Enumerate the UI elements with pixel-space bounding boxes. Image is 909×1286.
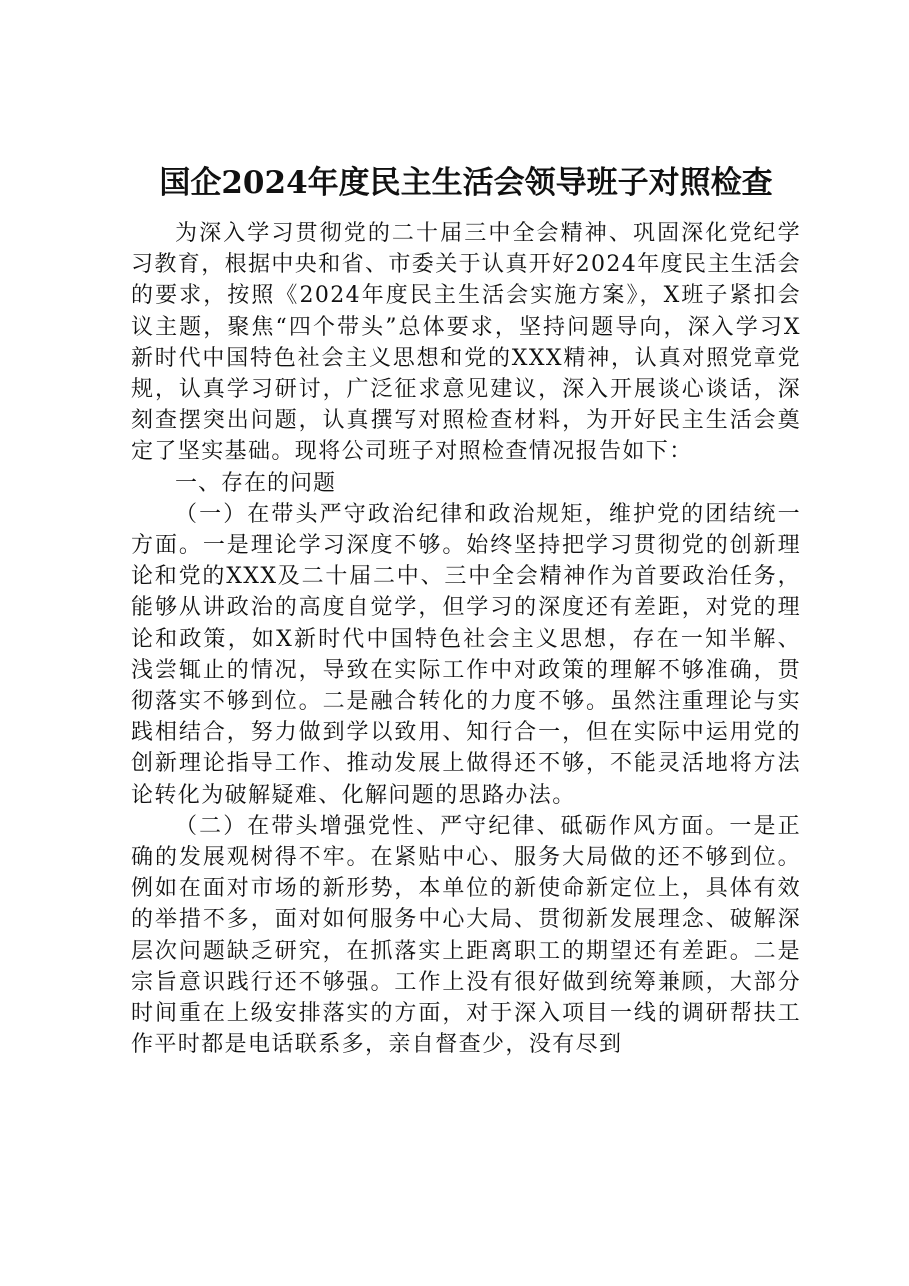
subsection-1-heading: （一）在带头严守政治纪律和政治规矩，维护党的团结统一方面。 — [131, 501, 801, 559]
section-heading-problems: 一、存在的问题 — [175, 470, 337, 496]
document-page — [131, 148, 801, 1060]
document-title: 国企2024年度民主生活会领导班子对照检查 — [159, 165, 773, 201]
intro-paragraph: 为深入学习贯彻党的二十届三中全会精神、巩固深化党纪学习教育，根据中央和省、市委关于认真开好2024年度民主生活会的要求，按照《2024年度民主生活会实施方案》，X班子紧扣会议主题，聚焦“四个带头”总体要求，坚持问题导向，深入学习X新时代中国特色社会主义思想和党的XXX精神，认真对照党章党规，认真学习研讨，广泛征求意见建议，深入开展谈心谈话，深刻查摆突出问题，认真撰写对照检查材料，为开好民主生活会奠定了坚实基础。现将公司班子对照检查情况报告如下： — [131, 221, 801, 465]
subsection-1-paragraph — [131, 499, 801, 811]
subsection-1-body: 一是理论学习深度不够。始终坚持把学习贯彻党的创新理论和党的XXX及二十届二中、三中全会精神作为首要政治任务，能够从讲政治的高度自觉学，但学习的深度还有差距，对党的理论和政策，如X新时代中国特色社会主义思想，存在一知半解、浅尝辄止的情况，导致在实际工作中对政策的理解不够准确，贯彻落实不够到位。二是融合转化的力度不够。虽然注重理论与实践相结合，努力做到学以致用、知行合一，但在实际中运用党的创新理论指导工作、推动发展上做得还不够，不能灵活地将方法论转化为破解疑难、化解问题的思路办法。 — [131, 533, 801, 808]
subsection-2-heading: （二）在带头增强党性、严守纪律、砥砺作风方面。 — [175, 813, 730, 839]
subsection-2-body: 一是正确的发展观树得不牢。在紧贴中心、服务大局做的还不够到位。例如在面对市场的新形势，本单位的新使命新定位上，具体有效的举措不多，面对如何服务中心大局、贯彻新发展理念、破解深层次问题缺乏研究，在抓落实上距离职工的期望还有差距。二是宗旨意识践行还不够强。工作上没有很好做到统筹兼顾，大部分时间重在上级安排落实的方面，对于深入项目一线的调研帮扶工作平时都是电话联系多，亲自督查少，没有尽到 — [131, 813, 801, 1058]
subsection-2-paragraph — [131, 811, 801, 1061]
